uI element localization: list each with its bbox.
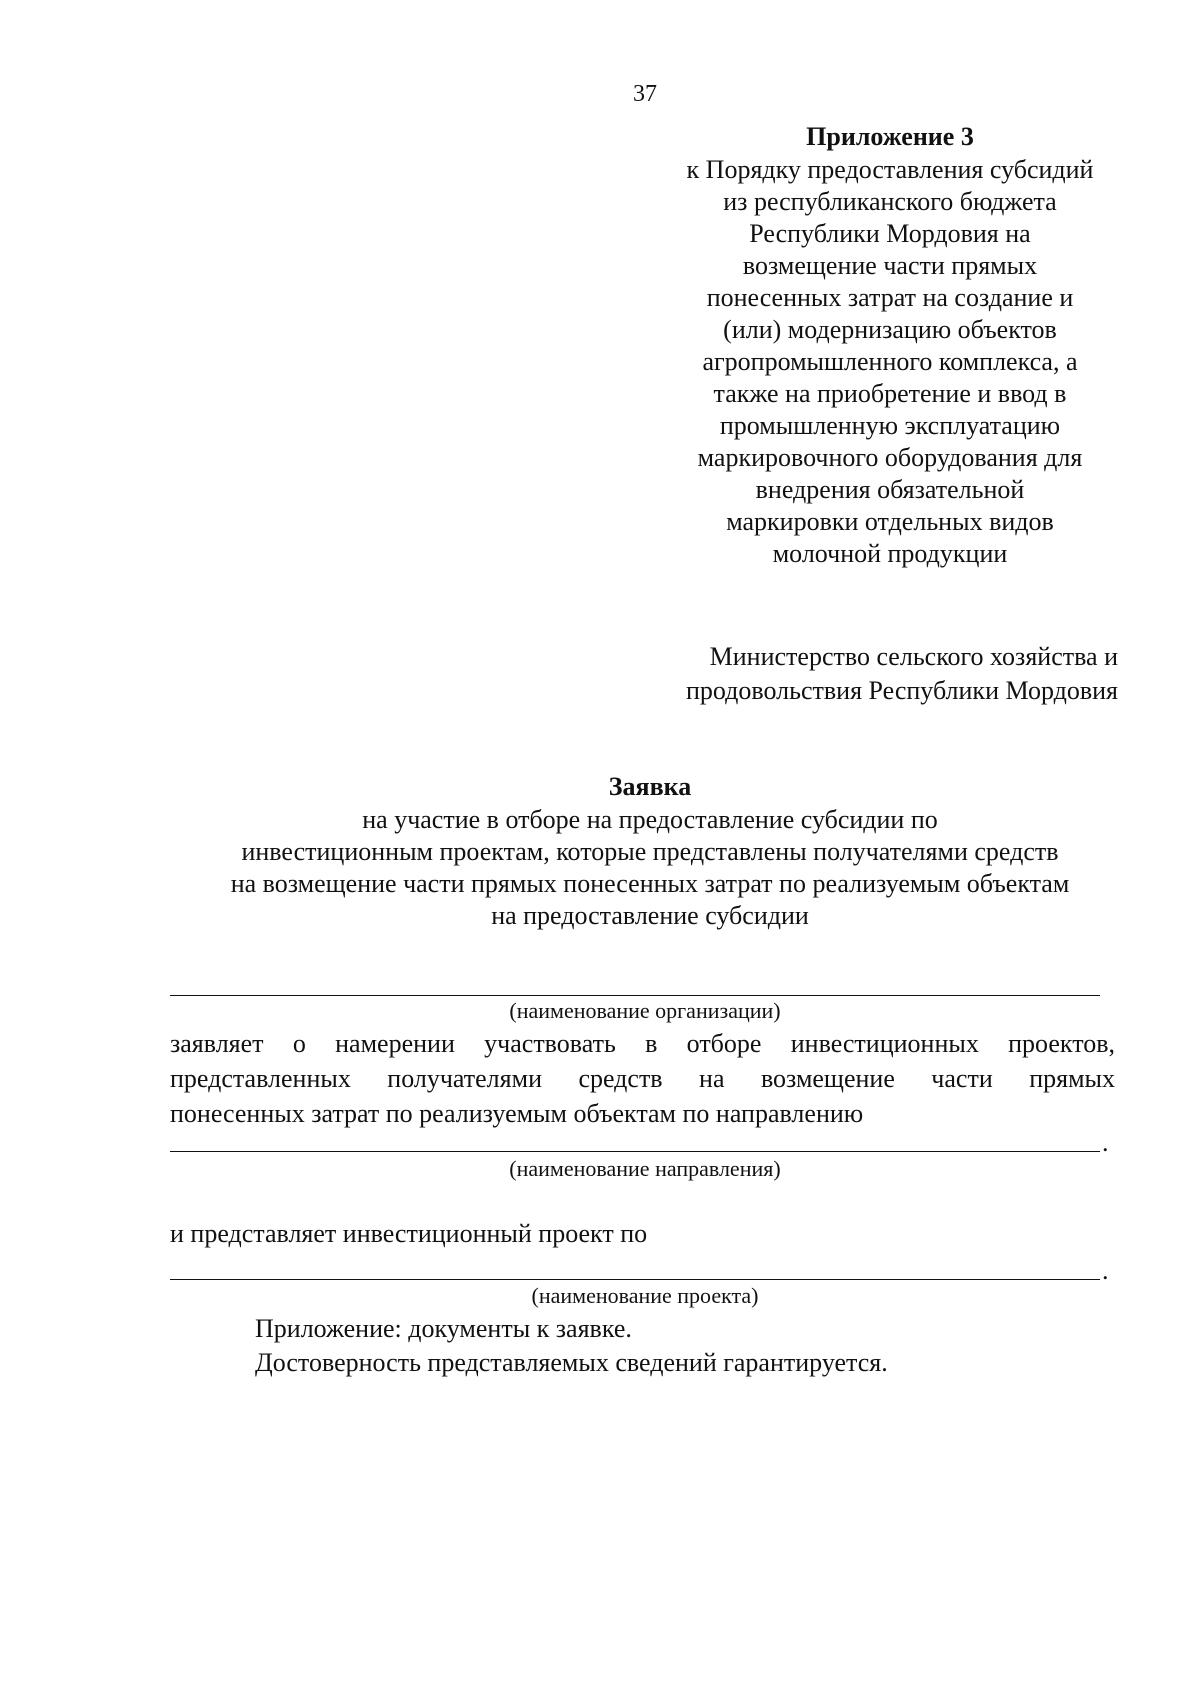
statement-line: понесенных затрат по реализуемым объектам по направлению <box>170 1099 864 1128</box>
organization-caption: (наименование организации) <box>509 998 781 1023</box>
appendix-line: внедрения обязательной <box>755 475 1025 504</box>
appendix-line: маркировки отдельных видов <box>726 507 1054 536</box>
project-period: . <box>1102 1256 1109 1285</box>
request-subtitle-line: на возмещение части прямых понесенных затрат по реализуемым объектам <box>230 869 1070 898</box>
direction-name-line <box>170 1151 1100 1152</box>
guarantee-note: Достоверность представляемых сведений гарантируется. <box>255 1348 888 1377</box>
request-heading <box>120 770 1180 932</box>
project-caption: (наименование проекта) <box>531 1283 759 1308</box>
request-subtitle-line: на предоставление субсидии <box>491 901 809 930</box>
project-intro: и представляет инвестиционный проект по <box>170 1219 648 1248</box>
appendix-line: к Порядку предоставления субсидий <box>686 155 1094 184</box>
direction-period: . <box>1102 1128 1109 1157</box>
appendix-line: молочной продукции <box>772 539 1008 568</box>
appendix-line: также на приобретение и ввод в <box>713 379 1067 408</box>
appendix-line: Республики Мордовия на <box>749 219 1031 248</box>
request-title: Заявка <box>608 772 692 801</box>
request-subtitle-line: инвестиционным проектам, которые представлены получателями средств <box>241 837 1059 866</box>
appendix-line: возмещение части прямых <box>742 251 1038 280</box>
addressee-line: Министерство сельского хозяйства и <box>709 642 1118 671</box>
project-name-line <box>170 1279 1100 1280</box>
statement-line: заявляет о намерении участвовать в отборе инвестиционных проектов, <box>170 1029 1115 1058</box>
appendix-line: агропромышленного комплекса, а <box>702 347 1078 376</box>
request-subtitle-line: на участие в отборе на предоставление субсидии по <box>362 805 938 834</box>
appendix-line: (или) модернизацию объектов <box>723 315 1057 344</box>
attachment-note: Приложение: документы к заявке. <box>255 1314 632 1343</box>
organization-name-line <box>170 995 1100 996</box>
appendix-line: понесенных затрат на создание и <box>706 283 1074 312</box>
addressee-line: продовольствия Республики Мордовия <box>686 676 1118 705</box>
appendix-header <box>665 120 1115 570</box>
appendix-title: Приложение 3 <box>806 122 974 151</box>
statement-line: представленных получателями средств на возмещение части прямых <box>170 1064 1115 1093</box>
direction-caption: (наименование направления) <box>509 1156 781 1181</box>
page-number: 37 <box>633 81 657 107</box>
statement-paragraph <box>170 1026 1115 1131</box>
appendix-line: промышленную эксплуатацию <box>719 411 1061 440</box>
appendix-line: маркировочного оборудования для <box>697 443 1083 472</box>
appendix-line: из республиканского бюджета <box>723 187 1057 216</box>
addressee-block <box>600 640 1118 708</box>
